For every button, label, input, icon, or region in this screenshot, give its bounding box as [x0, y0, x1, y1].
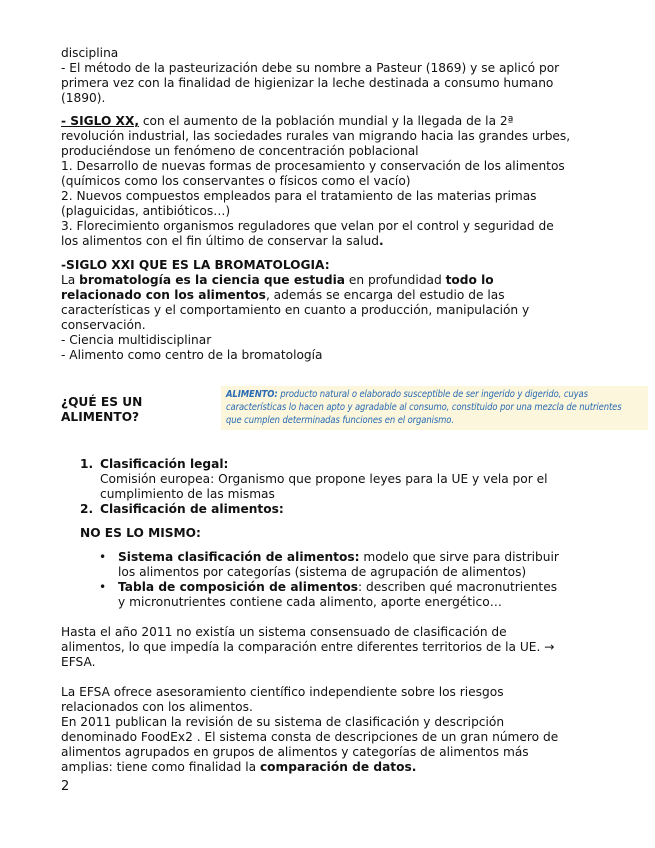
- bullet-item: [61, 550, 631, 580]
- text-line: alimentos agrupados en grupos de alimentos y categorías de alimentos más: [61, 745, 529, 759]
- text-line: primera vez con la finalidad de higienizar la leche destinada a consumo humano: [61, 76, 554, 90]
- text-line: características y el comportamiento en cuanto a producción, manipulación y: [61, 303, 530, 317]
- bullet-item: [61, 580, 631, 610]
- text-span: -SIGLO XXI QUE ES LA BROMATOLOGIA:: [61, 258, 330, 272]
- intro-paragraph: [61, 46, 606, 106]
- text-line: - Ciencia multidisciplinar: [61, 333, 212, 347]
- bullet-icon: •: [99, 550, 107, 564]
- text-span: : describen qué macronutrientes: [358, 580, 558, 594]
- text-line: [118, 550, 631, 565]
- text-span: los alimentos con el fin último de conservar la salud: [61, 234, 379, 248]
- text-span: relacionado con los alimentos: [61, 288, 266, 302]
- text-line: (químicos como los conservantes o físicos como el vacío): [61, 174, 411, 188]
- text-span: en profundidad: [344, 273, 446, 287]
- text-line: produciéndose un fenómeno de concentración poblacional: [61, 144, 419, 158]
- text-line: [61, 114, 606, 129]
- section-heading: [61, 258, 606, 273]
- question-heading: [61, 395, 191, 425]
- text-line: cumplimiento de las mismas: [100, 487, 275, 501]
- text-line: [61, 760, 606, 775]
- text-span: comparación de datos.: [259, 760, 417, 774]
- text-line: que cumplen determinadas funciones en el organismo.: [226, 415, 454, 426]
- list-number: 2.: [80, 502, 94, 516]
- text-line: [61, 234, 606, 249]
- text-line: [61, 273, 606, 288]
- page-number: 2: [61, 779, 70, 794]
- list-item-title: Clasificación legal:: [100, 457, 229, 471]
- text-line: ¿QUÉ ES UN: [61, 395, 143, 409]
- text-line: 3. Florecimiento organismos reguladores que velan por el control y seguridad de: [61, 219, 554, 233]
- section-heading: - SIGLO XX,: [61, 114, 139, 128]
- text-line: alimentos, lo que impedía la comparación entre diferentes territorios de la UE. →: [61, 640, 555, 654]
- text-line: Hasta el año 2011 no existía un sistema consensuado de clasificación de: [61, 625, 507, 639]
- text-line: 1. Desarrollo de nuevas formas de procesamiento y conservación de los alimentos: [61, 159, 565, 173]
- text-line: relacionados con los alimentos.: [61, 700, 253, 714]
- text-line: La EFSA ofrece asesoramiento científico independiente sobre los riesgos: [61, 685, 504, 699]
- classification-list: [61, 457, 631, 610]
- text-span: , además se encarga del estudio de las: [265, 288, 505, 302]
- text-span: La: [61, 273, 80, 287]
- text-line: 2. Nuevos compuestos empleados para el tratamiento de las materias primas: [61, 189, 537, 203]
- text-line: En 2011 publican la revisión de su sistema de clasificación y descripción: [61, 715, 505, 729]
- text-span: ALIMENTO:: [226, 389, 278, 400]
- text-span: Tabla de composición de alimentos: [118, 580, 358, 594]
- list-item: [61, 457, 631, 502]
- text-line: Comisión europea: Organismo que propone leyes para la UE y vela por el: [100, 472, 548, 486]
- text-span: amplias: tiene como finalidad la: [61, 760, 260, 774]
- text-span: modelo que sirve para distribuir: [359, 550, 559, 564]
- text-span: producto natural o elaborado susceptible de ser ingerido y digerido, cuyas: [277, 389, 588, 400]
- list-number: 1.: [80, 457, 94, 471]
- text-line: denominado FoodEx2 . El sistema consta de descripciones de un gran número de: [61, 730, 559, 744]
- text-span: .: [378, 234, 384, 248]
- text-line: EFSA.: [61, 655, 96, 669]
- text-span: con el aumento de la población mundial y la llegada de la 2ª: [138, 114, 514, 128]
- text-line: características lo hacen apto y agradable al consumo, constituido por una mezcla de nutrientes: [226, 402, 622, 413]
- text-line: conservación.: [61, 318, 146, 332]
- text-line: [226, 388, 648, 401]
- efsa-intro-paragraph: [61, 625, 606, 670]
- text-line: ALIMENTO?: [61, 410, 140, 424]
- siglo-xx-section: [61, 114, 606, 249]
- list-item: [61, 502, 631, 517]
- subheading: NO ES LO MISMO:: [80, 526, 201, 540]
- text-line: - Alimento como centro de la bromatología: [61, 348, 323, 362]
- list-item-title: Clasificación de alimentos:: [100, 502, 284, 516]
- text-line: [118, 580, 631, 595]
- text-line: y micronutrientes contiene cada alimento, aporte energético…: [118, 595, 502, 609]
- text-line: - El método de la pasteurización debe su nombre a Pasteur (1869) y se aplicó por: [61, 61, 560, 75]
- text-span: Sistema clasificación de alimentos:: [118, 550, 360, 564]
- text-line: [61, 288, 606, 303]
- alimento-definition-box: [221, 386, 648, 430]
- text-line: revolución industrial, las sociedades rurales van migrando hacia las grandes urbes,: [61, 129, 571, 143]
- text-line: los alimentos por categorías (sistema de agrupación de alimentos): [118, 565, 527, 579]
- bullet-icon: •: [99, 580, 107, 594]
- siglo-xxi-section: [61, 258, 606, 363]
- text-line: disciplina: [61, 46, 119, 60]
- text-span: todo lo: [445, 273, 494, 287]
- efsa-paragraph: [61, 685, 606, 775]
- text-line: (plaguicidas, antibióticos…): [61, 204, 231, 218]
- text-span: bromatología es la ciencia que estudia: [79, 273, 345, 287]
- text-line: (1890).: [61, 91, 106, 105]
